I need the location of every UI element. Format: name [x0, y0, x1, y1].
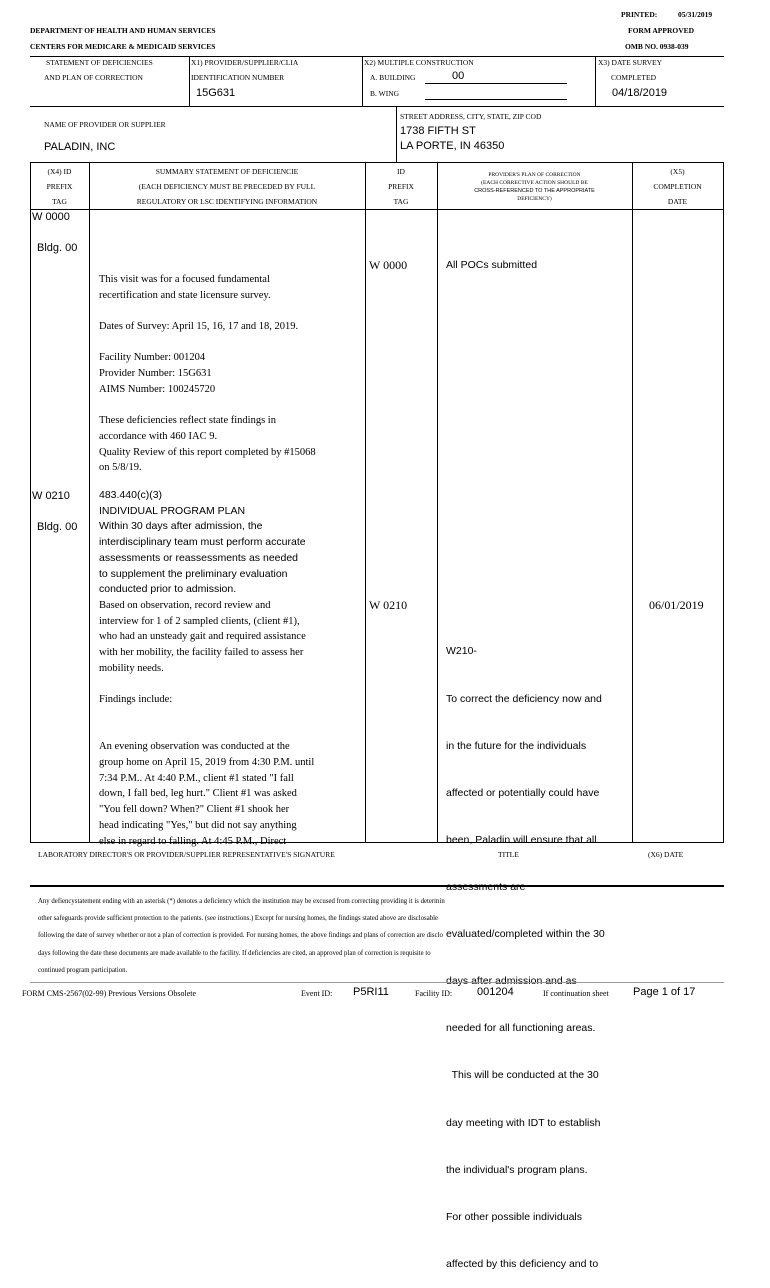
continuation-label: If continuation sheet: [543, 989, 609, 998]
omb-number: OMB NO. 0938-039: [625, 42, 689, 51]
entry1-tag: W 0000: [32, 211, 70, 223]
entry2-plan: W210- To correct the deficiency now and in the future for the individuals affected or potentially could have been, Paladin will ensure that all evaluated/completed within the 30 needed for all functioning areas. This will be conducted at the 30 day meeting with IDT to establish the individual's program plans. For other possible individuals affected by this deficiency and to: [446, 645, 605, 1270]
wing-label: B. WING: [370, 89, 400, 98]
agency-name: CENTERS FOR MEDICARE & MEDICAID SERVICES: [30, 42, 216, 51]
col-plan-1: PROVIDER'S PLAN OF CORRECTION: [488, 172, 581, 178]
entry2-completion-date: 06/01/2019: [649, 598, 704, 612]
form-number: FORM CMS-2567(02-99) Previous Versions Obsolete: [22, 989, 197, 998]
col-x4-2: PREFIX: [46, 182, 73, 191]
signature-title: TITLE: [498, 850, 519, 859]
entry1-plan: All POCs submitted: [446, 259, 538, 271]
col-x5-3: DATE: [667, 197, 688, 206]
statement-label-2: AND PLAN OF CORRECTION: [44, 73, 143, 82]
facility-id-value: 001204: [477, 986, 514, 998]
form-approved: FORM APPROVED: [628, 26, 695, 35]
survey-date: 04/18/2019: [612, 87, 668, 99]
signature-date: (X6) DATE: [648, 850, 684, 859]
disclaimer: Any defiencystatement ending with an asterisk (*) denotes a deficiency which the institution may be excused from correcting providing it is determin other safeguards provide sufficient protection to the patients. (see instructions.) Except for nursing homes, the findings stated above are disclosable following the date of survey whether or not a plan of correction is provided. For nursing homes, the above findings and plans of correction are disclo days following the date these documents are made available to the facility. If deficiencies are cited, an approved plan of correction is requisite to continued program participation.: [38, 898, 445, 974]
entry2-findings: Based on observation, record review and interview for 1 of 2 sampled clients, (client #1), who had an unsteady gait and required assistance with her mobility, the facility failed to assess her mobility needs. Findings include: An evening observation was conducted at the group home on April 15, 2019 from 4:30 P.M. until 7:34 P.M.. At 4:40 P.M., client #1 stated "I fall down, I fall bed, leg hurt." Client #1 was asked "You fell down? When?" Client #1 shook her head indicating "Yes," but did not say anything else in regard to falling. At 4:45 P.M., Direct: [99, 600, 315, 847]
clia-number: 15G631: [196, 87, 236, 99]
col-x5-1: (X5): [670, 167, 685, 176]
survey-label-1: X3) DATE SURVEY: [598, 58, 662, 67]
entry1-id-tag: W 0000: [369, 258, 408, 272]
entry1-bldg: Bldg. 00: [37, 242, 78, 254]
address-street: 1738 FIFTH ST: [400, 125, 476, 137]
col-summary-3: REGULATORY OR LSC IDENTIFYING INFORMATION: [136, 197, 318, 206]
col-plan-2: (EACH CORRECTIVE ACTION SHOULD BE: [481, 180, 588, 186]
building-value: 00: [452, 70, 465, 82]
statement-label-1: STATEMENT OF DEFICIENCIES: [46, 58, 153, 67]
col-plan-3: CROSS-REFERENCED TO THE APPROPRIATE: [474, 188, 595, 194]
page-number: Page 1 of 17: [633, 986, 696, 998]
construction-label: X2) MULTIPLE CONSTRUCTION: [364, 58, 474, 67]
building-label: A. BUILDING: [370, 73, 416, 82]
col-x5-2: COMPLETION: [653, 182, 702, 191]
col-id-3: TAG: [393, 197, 409, 206]
address-label: STREET ADDRESS, CITY, STATE, ZIP COD: [400, 112, 542, 121]
provider-name: PALADIN, INC: [44, 141, 116, 153]
survey-label-2: COMPLETED: [611, 73, 656, 82]
entry2-id-tag: W 0210: [369, 598, 408, 612]
entry1-findings: This visit was for a focused fundamental recertification and state licensure survey. Dates of Survey: April 15, 16, 17 and 18, 2019. Facility Number: 001204 Provider Number: 15G631 AIMS Number: 100245720 These deficiencies reflect state findings in accordance with 460 IAC 9. Quality Review of this report completed by #15068 on 5/8/19.: [99, 274, 316, 474]
col-plan-4: DEFICIENCY): [517, 196, 552, 202]
col-summary-1: SUMMARY STATEMENT OF DEFICIENCIE: [155, 167, 299, 176]
col-id-2: PREFIX: [388, 182, 414, 191]
provider-label: NAME OF PROVIDER OR SUPPLIER: [44, 120, 166, 129]
facility-id-label: Facility ID:: [415, 989, 453, 998]
clia-label-2: IDENTIFICATION NUMBER: [191, 73, 285, 82]
printed-label: PRINTED:: [621, 10, 658, 19]
entry2-bldg: Bldg. 00: [37, 521, 78, 533]
event-id-value: P5RI11: [353, 986, 389, 998]
event-id-label: Event ID:: [301, 989, 333, 998]
col-x4-3: TAG: [52, 197, 67, 206]
entry2-regulation: 483.440(c)(3) INDIVIDUAL PROGRAM PLAN Within 30 days after admission, the interdisciplinary team must perform accurate assessments or reassessments as needed to supplement the preliminary evaluation conducted prior to admission.: [99, 489, 306, 596]
clia-label-1: X1) PROVIDER/SUPPLIER/CLIA: [191, 58, 299, 67]
printed-date: 05/31/2019: [678, 10, 713, 19]
department-name: DEPARTMENT OF HEALTH AND HUMAN SERVICES: [30, 26, 216, 35]
address-city: LA PORTE, IN 46350: [400, 140, 505, 152]
entry2-tag: W 0210: [32, 490, 70, 502]
col-summary-2: (EACH DEFICIENCY MUST BE PRECEDED BY FULL: [138, 182, 316, 191]
col-x4-1: (X4) ID: [47, 167, 72, 176]
signature-label: LABORATORY DIRECTOR'S OR PROVIDER/SUPPLIER REPRESENTATIVE'S SIGNATURE: [38, 850, 335, 859]
col-id-1: ID: [397, 167, 405, 176]
